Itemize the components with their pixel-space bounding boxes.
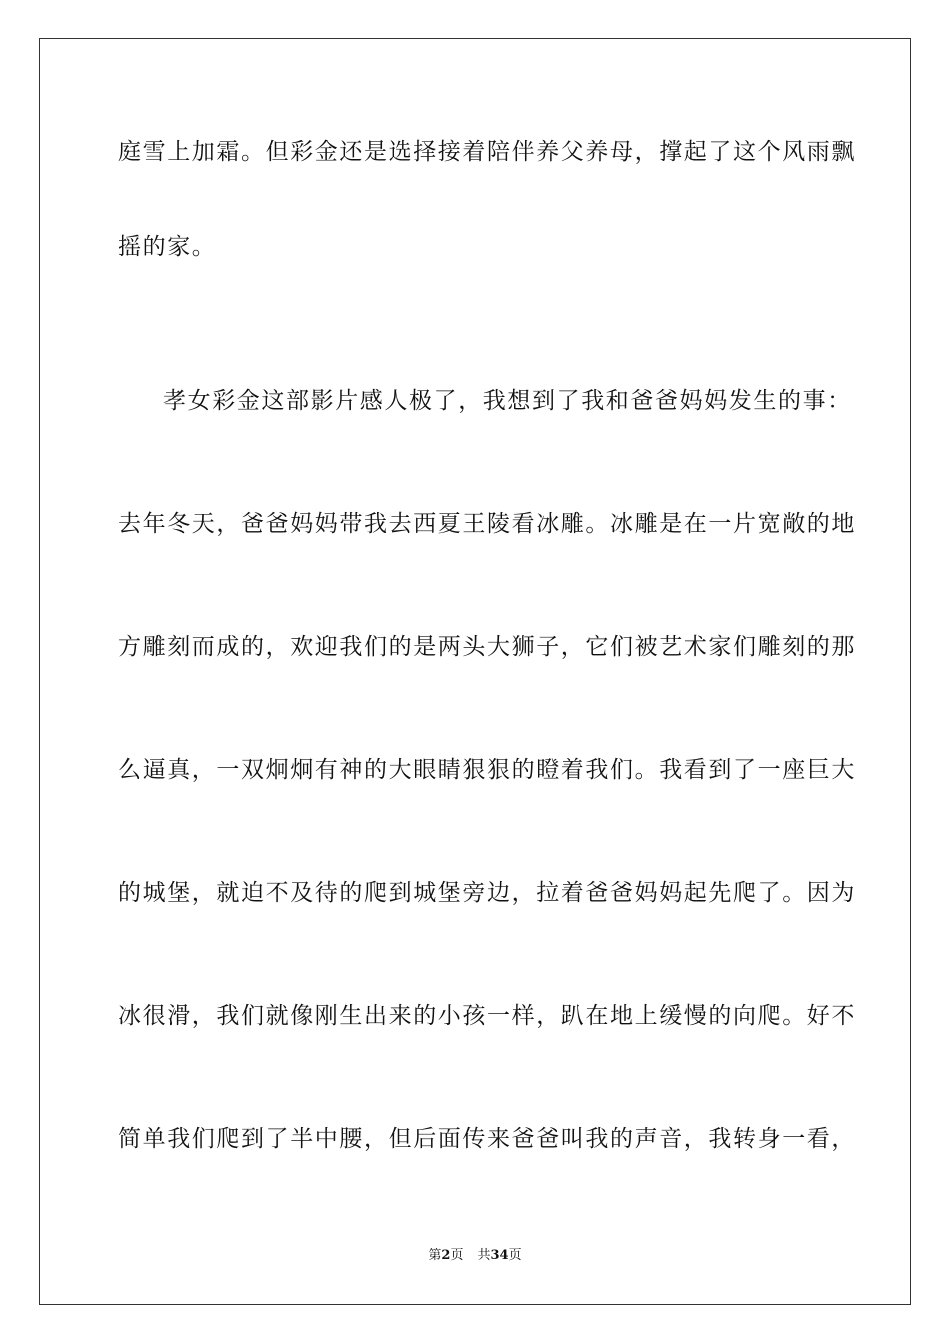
body-text-line: 冰很滑，我们就像刚生出来的小孩一样，趴在地上缓慢的向爬。好不 <box>118 1003 856 1029</box>
page-footer <box>0 1247 950 1265</box>
body-text-line: 的城堡，就迫不及待的爬到城堡旁边，拉着爸爸妈妈起先爬了。因为 <box>118 880 856 906</box>
paragraph-first-line: 孝女彩金这部影片感人极了，我想到了我和爸爸妈妈发生的事： <box>163 388 852 414</box>
body-text-line: 简单我们爬到了半中腰，但后面传来爸爸叫我的声音，我转身一看， <box>118 1126 856 1152</box>
body-text-line: 庭雪上加霜。但彩金还是选择接着陪伴养父养母，撑起了这个风雨飘 <box>118 139 856 165</box>
body-text-line: 么逼真，一双炯炯有神的大眼睛狠狠的瞪着我们。我看到了一座巨大 <box>118 757 856 783</box>
body-text-line: 去年冬天，爸爸妈妈带我去西夏王陵看冰雕。冰雕是在一片宽敞的地 <box>118 511 856 537</box>
total-pages-label: 共34页 <box>477 1248 522 1263</box>
body-text-line: 方雕刻而成的，欢迎我们的是两头大狮子，它们被艺术家们雕刻的那 <box>118 634 856 660</box>
body-text-line: 摇的家。 <box>118 234 217 260</box>
page-frame <box>39 38 911 1305</box>
page-number-label: 第2页 <box>428 1248 464 1263</box>
